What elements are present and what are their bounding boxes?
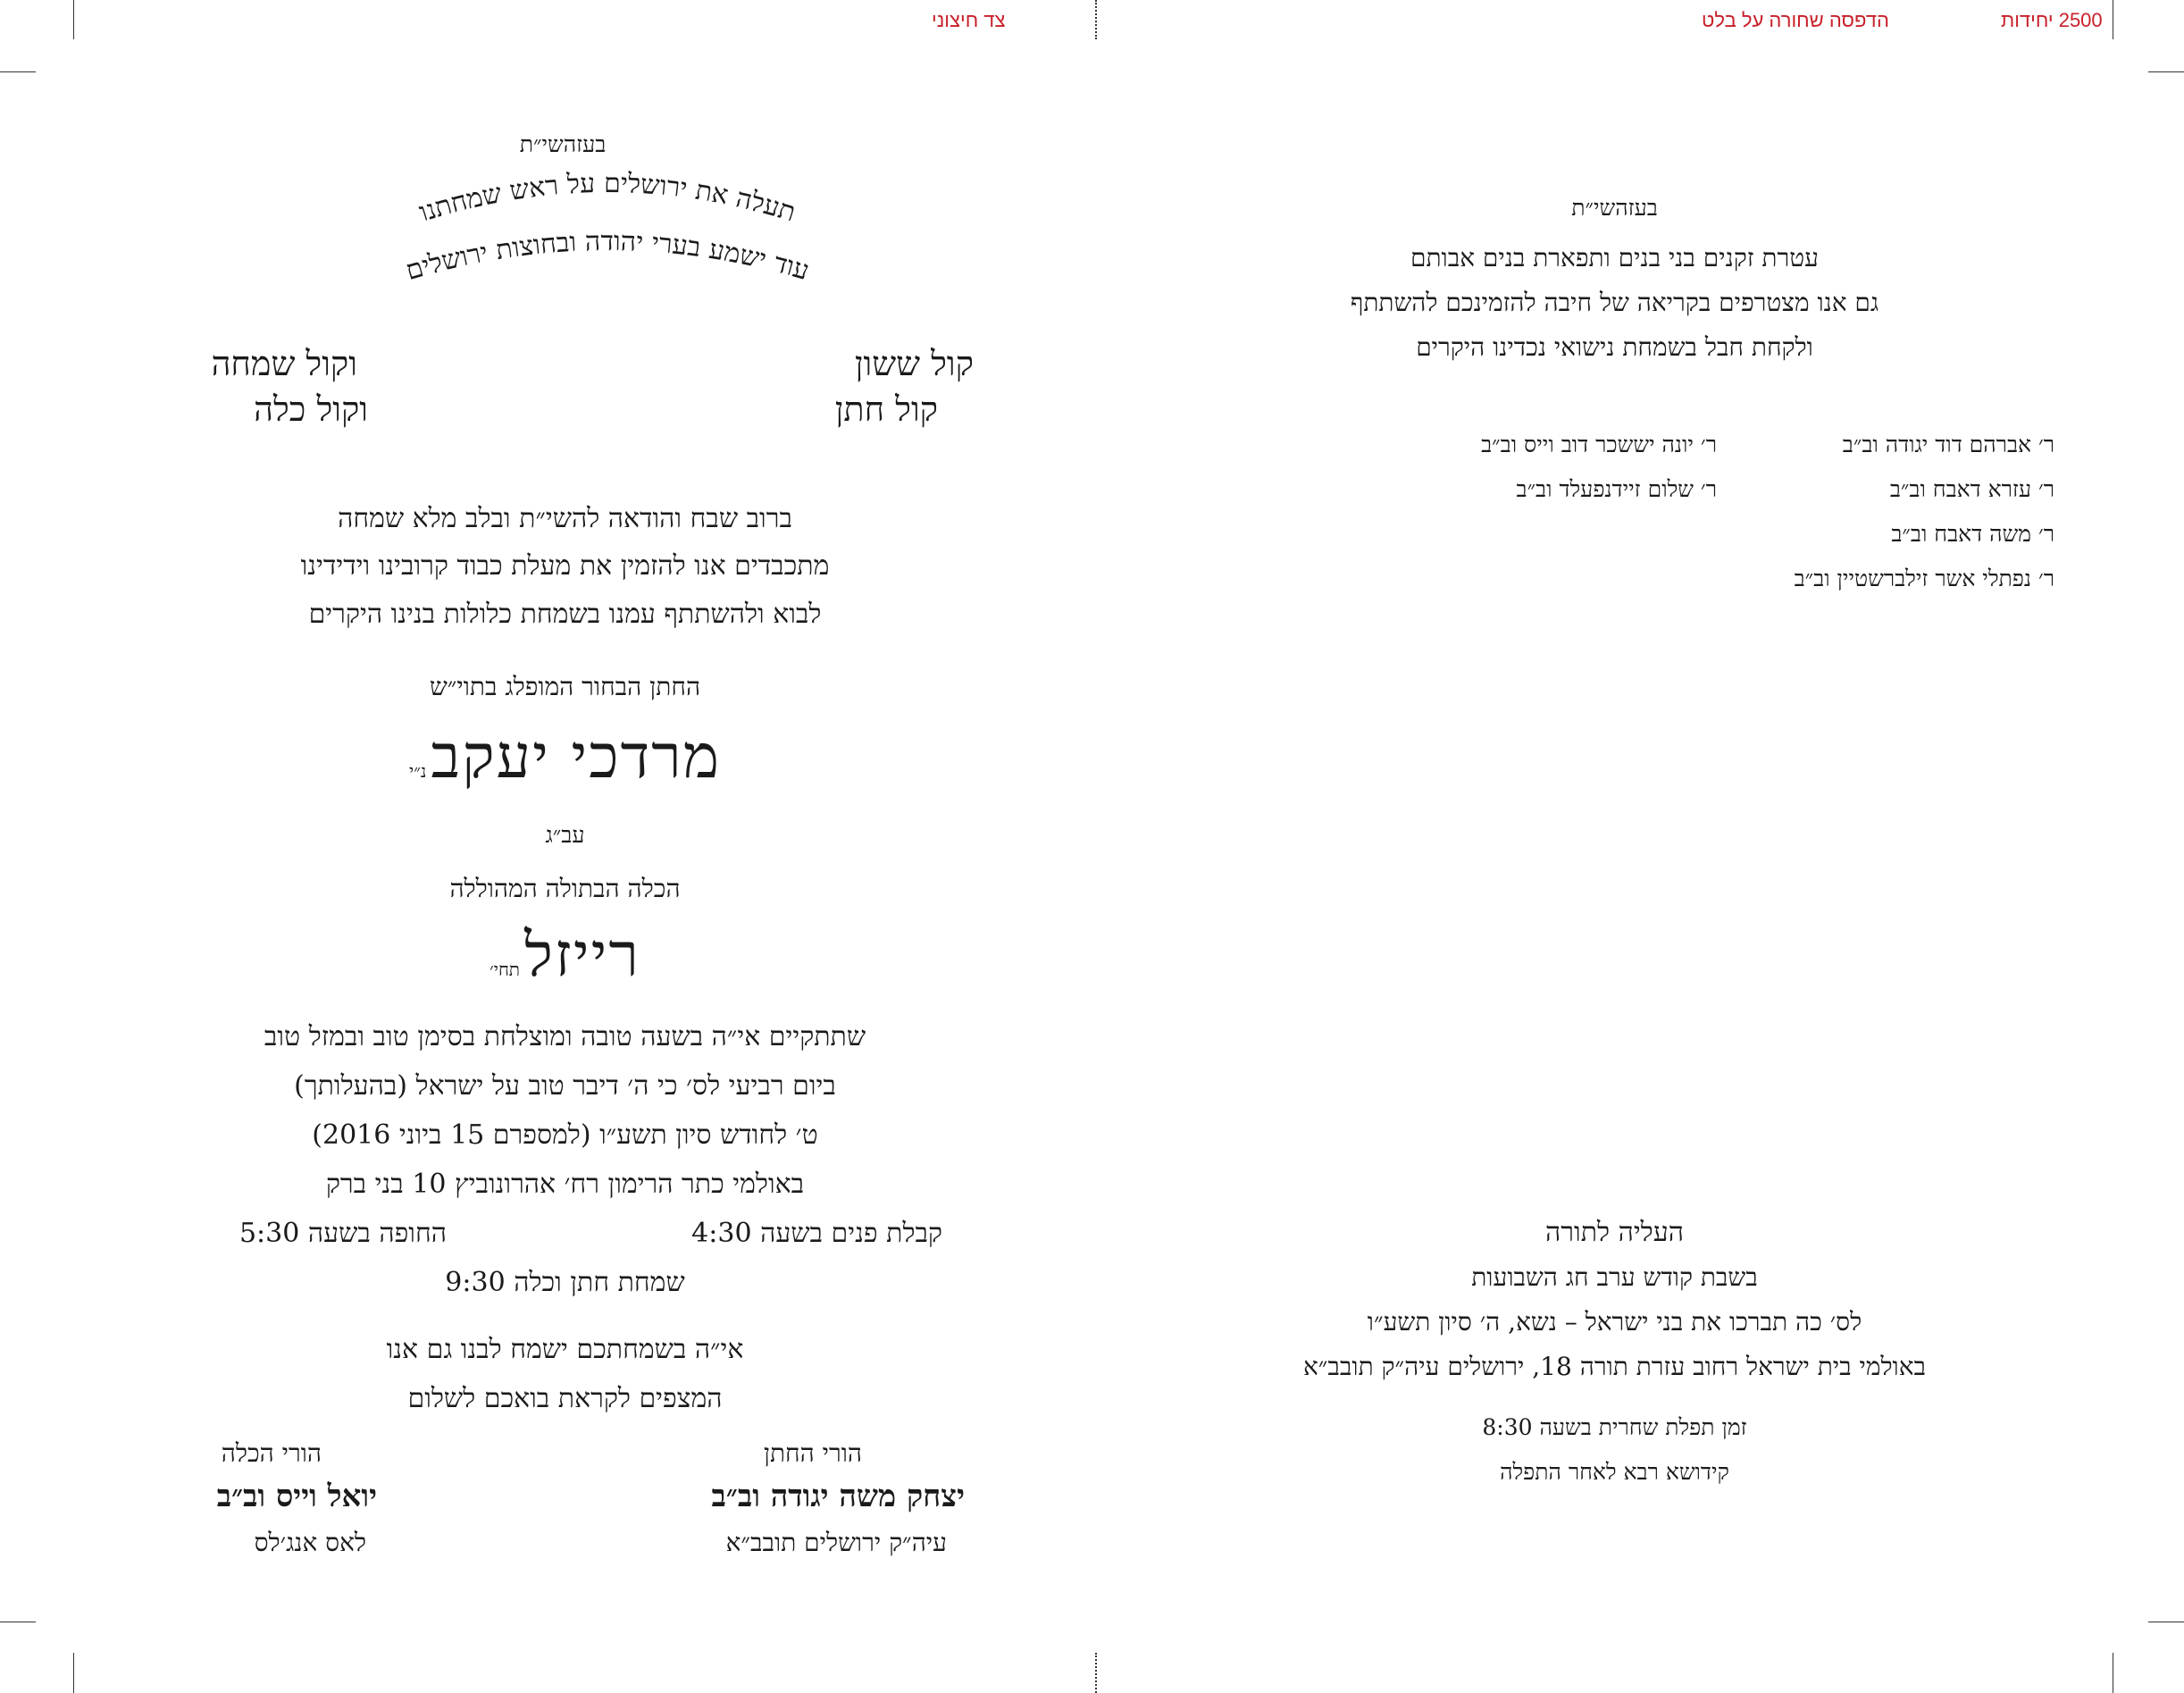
bride-parents-label: הורי הכלה xyxy=(221,1438,322,1468)
kabbalat-panim: קבלת פנים בשעה 4:30 xyxy=(691,1218,942,1249)
grandparent-2: ר׳ עזרא דאבח וב״ב xyxy=(1889,476,2054,502)
groom-parents-label: הורי החתן xyxy=(763,1438,862,1468)
bride-title: הכלה הבתולה המהוללה xyxy=(449,874,681,903)
event-line-1: שתתקיים אי״ה בשעה טובה ומוצלחת בסימן טוב ובמזל טוב xyxy=(264,1021,866,1052)
simcha-time: שמחת חתן וכלה 9:30 xyxy=(445,1267,685,1298)
grandparent-1: ר׳ אברהם דוד יגודה וב״ב xyxy=(1842,432,2054,457)
prayer-line-2: קידושא רבא לאחר התפלה xyxy=(1500,1459,1729,1485)
groom-name: מרדכי יעקב xyxy=(431,722,722,792)
right-panel xyxy=(1108,0,2184,1693)
kol-simcha: וקול שמחה xyxy=(211,344,357,383)
bride-parents-name: יואל וייס וב״ב xyxy=(216,1479,377,1514)
arc-verse xyxy=(295,152,920,348)
arc-line-1: תעלה את ירושלים על ראש שמחתנו xyxy=(415,167,799,229)
invite-line-2: מתכבדים אנו להזמין את מעלת כבוד קרובינו וידידינו xyxy=(300,550,830,582)
grandparent-5: ר׳ יונה יששכר דוב וייס וב״ב xyxy=(1481,432,1717,457)
kol-kalah: וקול כלה xyxy=(254,390,368,429)
closing-line-1: אי״ה בשמחתכם ישמח לבנו גם אנו xyxy=(386,1334,744,1365)
side-note: צד חיצוני xyxy=(932,9,1006,31)
print-spec-note: הדפסה שחורה על בלט xyxy=(1702,9,1889,31)
bride-name: רייזל xyxy=(524,920,640,991)
aliyah-line-2: לס׳ כה תברכו את בני ישראל – נשא, ה׳ סיון תשע״ו xyxy=(1367,1307,1862,1337)
chuppah-time: החופה בשעה 5:30 xyxy=(238,1218,447,1249)
closing-line-2: המצפים לקראת בואכם לשלום xyxy=(407,1383,723,1414)
invite-line-3: לבוא ולהשתתף עמנו בשמחת כלולות בנינו היקרים xyxy=(308,599,822,630)
event-line-4: באולמי כתר הרימון רח׳ אהרונוביץ 10 בני ברק xyxy=(325,1169,805,1200)
right-intro-2: גם אנו מצטרפים בקריאה של חיבה להזמינכם להשתתף xyxy=(1350,288,1879,317)
bride-name-line xyxy=(0,920,1130,991)
prayer-line-1: זמן תפלת שחרית בשעה 8:30 xyxy=(1482,1414,1747,1440)
groom-parents-city: עיה״ק ירושלים תובב״א xyxy=(725,1528,947,1557)
left-bsd: בעזהשי״ת xyxy=(519,131,607,157)
right-intro-1: עטרת זקנים בני בנים ותפארת בנים אבותם xyxy=(1410,243,1820,272)
groom-title: החתן הבחור המופלג בתוי״ש xyxy=(429,672,701,701)
bride-suffix: תחי׳ xyxy=(490,959,520,980)
kol-sasson: קול ששון xyxy=(854,344,974,383)
arc-line-2: עוד ישמע בערי יהודה ובחוצות ירושלים xyxy=(402,225,813,288)
grandparent-6: ר׳ שלום זיידנפעלד וב״ב xyxy=(1516,476,1717,502)
units-note: 2500 יחידות xyxy=(2001,9,2103,31)
right-intro-3: ולקחת חבל בשמחת נישואי נכדינו היקרים xyxy=(1416,332,1813,362)
grandparent-4: ר׳ נפתלי אשר זילברשטיין וב״ב xyxy=(1794,566,2054,591)
invite-line-1: ברוב שבח והודאה להשי״ת ובלב מלא שמחה xyxy=(338,503,792,534)
aliyah-line-3: באולמי בית ישראל רחוב עזרת תורה 18, ירושלים עיה״ק תובב״א xyxy=(1302,1352,1927,1381)
aliyah-title: העליה לתורה xyxy=(1545,1217,1684,1248)
event-line-2: ביום רביעי לס׳ כי ה׳ דיבר טוב על ישראל (בהעלותך) xyxy=(294,1070,836,1102)
aliyah-line-1: בשבת קודש ערב חג השבועות xyxy=(1471,1262,1758,1292)
groom-suffix: נ״י xyxy=(408,760,427,782)
event-line-3: ט׳ לחודש סיון תשע״ו (למספרם 15 ביוני 2016) xyxy=(312,1119,818,1151)
grandparent-3: ר׳ משה דאבח וב״ב xyxy=(1891,521,2054,547)
groom-name-line xyxy=(0,722,1130,792)
kol-chatan: קול חתן xyxy=(834,390,938,429)
im-label: עב״ג xyxy=(545,822,585,848)
groom-parents-name: יצחק משה יגודה וב״ב xyxy=(711,1479,965,1514)
bride-parents-city: לאס אנג׳לס xyxy=(254,1528,366,1557)
right-bsd: בעזהשי״ת xyxy=(1571,195,1658,221)
